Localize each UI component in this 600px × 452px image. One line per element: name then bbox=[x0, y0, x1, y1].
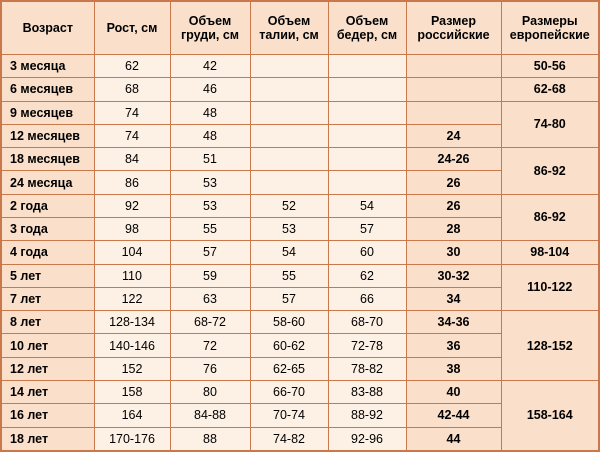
cell-chest: 46 bbox=[170, 78, 250, 101]
cell-age: 12 лет bbox=[1, 357, 94, 380]
cell-waist: 70-74 bbox=[250, 404, 328, 427]
table-body bbox=[1, 55, 599, 452]
table-row bbox=[1, 101, 599, 124]
cell-european-size: 50-56 bbox=[501, 55, 599, 78]
cell-height: 122 bbox=[94, 287, 170, 310]
cell-age: 4 года bbox=[1, 241, 94, 264]
cell-hips bbox=[328, 78, 406, 101]
cell-chest: 57 bbox=[170, 241, 250, 264]
cell-height: 140-146 bbox=[94, 334, 170, 357]
cell-waist: 62-65 bbox=[250, 357, 328, 380]
cell-chest: 76 bbox=[170, 357, 250, 380]
cell-russian-size: 24-26 bbox=[406, 148, 501, 171]
cell-russian-size bbox=[406, 78, 501, 101]
cell-hips bbox=[328, 101, 406, 124]
cell-hips: 54 bbox=[328, 194, 406, 217]
column-header-european-size: Размеры европейские bbox=[501, 1, 599, 55]
cell-european-size: 86-92 bbox=[501, 148, 599, 195]
cell-russian-size: 38 bbox=[406, 357, 501, 380]
cell-russian-size: 36 bbox=[406, 334, 501, 357]
cell-hips: 92-96 bbox=[328, 427, 406, 451]
cell-russian-size: 30-32 bbox=[406, 264, 501, 287]
cell-age: 16 лет bbox=[1, 404, 94, 427]
cell-waist bbox=[250, 78, 328, 101]
cell-height: 68 bbox=[94, 78, 170, 101]
cell-chest: 80 bbox=[170, 380, 250, 403]
cell-age: 3 года bbox=[1, 217, 94, 240]
cell-russian-size: 34 bbox=[406, 287, 501, 310]
cell-hips: 88-92 bbox=[328, 404, 406, 427]
cell-hips bbox=[328, 148, 406, 171]
cell-hips bbox=[328, 124, 406, 147]
cell-chest: 55 bbox=[170, 217, 250, 240]
cell-age: 14 лет bbox=[1, 380, 94, 403]
cell-chest: 51 bbox=[170, 148, 250, 171]
cell-european-size: 98-104 bbox=[501, 241, 599, 264]
cell-european-size: 74-80 bbox=[501, 101, 599, 148]
cell-hips: 72-78 bbox=[328, 334, 406, 357]
cell-age: 7 лет bbox=[1, 287, 94, 310]
cell-age: 5 лет bbox=[1, 264, 94, 287]
cell-russian-size: 34-36 bbox=[406, 311, 501, 334]
column-header-russian-size: Размер российские bbox=[406, 1, 501, 55]
cell-european-size: 110-122 bbox=[501, 264, 599, 311]
cell-height: 170-176 bbox=[94, 427, 170, 451]
cell-age: 24 месяца bbox=[1, 171, 94, 194]
cell-height: 74 bbox=[94, 101, 170, 124]
cell-height: 62 bbox=[94, 55, 170, 78]
table-row bbox=[1, 194, 599, 217]
cell-chest: 42 bbox=[170, 55, 250, 78]
column-header-chest: Объем груди, см bbox=[170, 1, 250, 55]
cell-height: 86 bbox=[94, 171, 170, 194]
cell-waist bbox=[250, 124, 328, 147]
cell-hips: 66 bbox=[328, 287, 406, 310]
cell-waist: 60-62 bbox=[250, 334, 328, 357]
cell-waist bbox=[250, 101, 328, 124]
cell-european-size: 62-68 bbox=[501, 78, 599, 101]
cell-hips: 62 bbox=[328, 264, 406, 287]
cell-hips bbox=[328, 171, 406, 194]
cell-european-size: 128-152 bbox=[501, 311, 599, 381]
cell-height: 84 bbox=[94, 148, 170, 171]
cell-height: 92 bbox=[94, 194, 170, 217]
cell-age: 18 лет bbox=[1, 427, 94, 451]
table-row bbox=[1, 311, 599, 334]
table-header-row bbox=[1, 1, 599, 55]
cell-waist bbox=[250, 171, 328, 194]
cell-age: 8 лет bbox=[1, 311, 94, 334]
cell-chest: 53 bbox=[170, 171, 250, 194]
cell-russian-size bbox=[406, 101, 501, 124]
cell-waist: 52 bbox=[250, 194, 328, 217]
cell-age: 3 месяца bbox=[1, 55, 94, 78]
cell-waist: 58-60 bbox=[250, 311, 328, 334]
cell-age: 2 года bbox=[1, 194, 94, 217]
cell-chest: 72 bbox=[170, 334, 250, 357]
cell-russian-size: 40 bbox=[406, 380, 501, 403]
cell-russian-size: 30 bbox=[406, 241, 501, 264]
cell-height: 158 bbox=[94, 380, 170, 403]
table-row bbox=[1, 380, 599, 403]
cell-age: 6 месяцев bbox=[1, 78, 94, 101]
cell-waist: 53 bbox=[250, 217, 328, 240]
cell-age: 10 лет bbox=[1, 334, 94, 357]
cell-hips: 83-88 bbox=[328, 380, 406, 403]
cell-waist: 54 bbox=[250, 241, 328, 264]
cell-height: 164 bbox=[94, 404, 170, 427]
cell-height: 152 bbox=[94, 357, 170, 380]
table-row bbox=[1, 55, 599, 78]
column-header-height: Рост, см bbox=[94, 1, 170, 55]
table-header bbox=[1, 1, 599, 55]
cell-russian-size: 42-44 bbox=[406, 404, 501, 427]
column-header-age: Возраст bbox=[1, 1, 94, 55]
cell-height: 74 bbox=[94, 124, 170, 147]
cell-waist: 55 bbox=[250, 264, 328, 287]
cell-height: 98 bbox=[94, 217, 170, 240]
cell-russian-size: 28 bbox=[406, 217, 501, 240]
cell-hips bbox=[328, 55, 406, 78]
cell-height: 128-134 bbox=[94, 311, 170, 334]
table-row bbox=[1, 241, 599, 264]
cell-chest: 84-88 bbox=[170, 404, 250, 427]
cell-waist: 66-70 bbox=[250, 380, 328, 403]
cell-hips: 78-82 bbox=[328, 357, 406, 380]
cell-chest: 88 bbox=[170, 427, 250, 451]
cell-waist: 57 bbox=[250, 287, 328, 310]
cell-hips: 68-70 bbox=[328, 311, 406, 334]
cell-chest: 48 bbox=[170, 124, 250, 147]
cell-russian-size: 26 bbox=[406, 171, 501, 194]
cell-russian-size: 44 bbox=[406, 427, 501, 451]
table-row bbox=[1, 264, 599, 287]
cell-european-size: 158-164 bbox=[501, 380, 599, 451]
cell-russian-size: 24 bbox=[406, 124, 501, 147]
cell-chest: 63 bbox=[170, 287, 250, 310]
cell-chest: 59 bbox=[170, 264, 250, 287]
cell-waist: 74-82 bbox=[250, 427, 328, 451]
cell-russian-size: 26 bbox=[406, 194, 501, 217]
cell-age: 18 месяцев bbox=[1, 148, 94, 171]
cell-chest: 53 bbox=[170, 194, 250, 217]
cell-age: 9 месяцев bbox=[1, 101, 94, 124]
cell-waist bbox=[250, 55, 328, 78]
cell-european-size: 86-92 bbox=[501, 194, 599, 241]
cell-hips: 57 bbox=[328, 217, 406, 240]
cell-age: 12 месяцев bbox=[1, 124, 94, 147]
cell-chest: 48 bbox=[170, 101, 250, 124]
cell-chest: 68-72 bbox=[170, 311, 250, 334]
cell-russian-size bbox=[406, 55, 501, 78]
table-row bbox=[1, 148, 599, 171]
column-header-hips: Объем бедер, см bbox=[328, 1, 406, 55]
column-header-waist: Объем талии, см bbox=[250, 1, 328, 55]
table-row bbox=[1, 78, 599, 101]
cell-waist bbox=[250, 148, 328, 171]
cell-hips: 60 bbox=[328, 241, 406, 264]
cell-height: 110 bbox=[94, 264, 170, 287]
cell-height: 104 bbox=[94, 241, 170, 264]
